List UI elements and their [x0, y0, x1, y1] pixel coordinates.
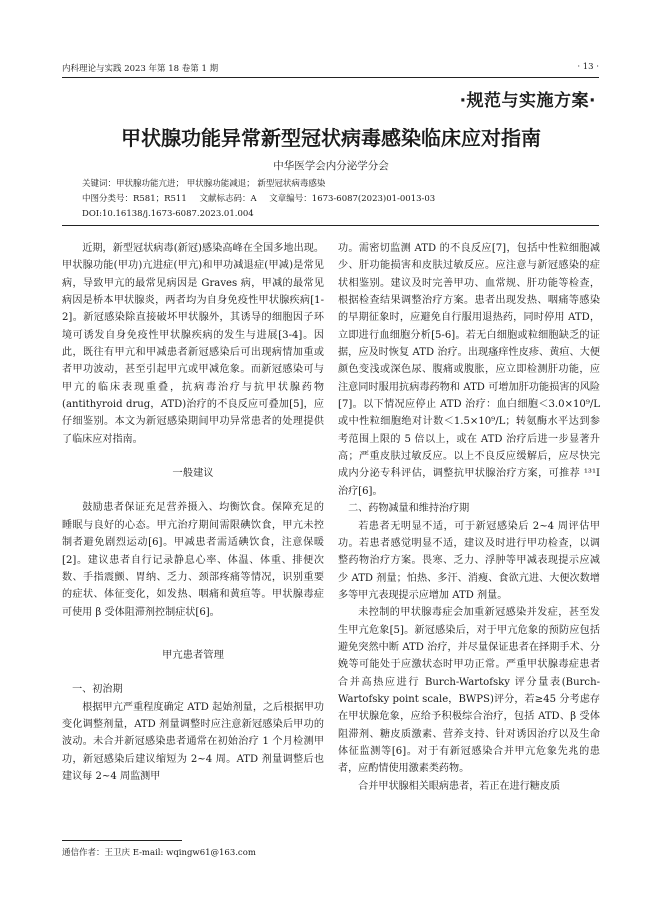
classification-number: 中图分类号：R581；R511	[82, 194, 187, 204]
initial-paragraph: 根据甲亢严重程度确定 ATD 起始剂量，之后根据甲功变化调整剂量，ATD 剂量调整时应注意新冠感染后甲功的波动。未合并新冠感染患者通常在初始治疗 1 个月检测甲功，新冠感染后建议缩短为 2~4 周。ATD 剂量调整后也建议每 2~4 周监测甲	[62, 701, 324, 782]
meta-divider	[62, 225, 599, 226]
journal-header: 内科理论与实践 2023 年第 18 卷第 1 期	[62, 64, 219, 74]
eye-disease-paragraph: 合并甲状腺相关眼病患者，若正在进行糖皮质	[358, 780, 561, 792]
article-number: 文章编号：1673-6087(2023)01-0013-03	[269, 194, 436, 204]
header-divider	[62, 77, 599, 78]
heading-hyperthyroid: 甲亢患者管理	[162, 648, 224, 661]
keywords: 关键词：甲状腺功能亢进； 甲状腺功能减退； 新型冠状病毒感染	[82, 179, 326, 189]
intro-paragraph: 近期，新型冠状病毒(新冠)感染高峰在全国多地出现。甲状腺功能(甲功)亢进症(甲亢)和甲功减退症(甲减)是常见病，导致甲亢的最常见病因是 Graves 病，甲减的最常见病因是桥本甲状腺炎，两者均为自身免疫性甲状腺疾病[1-2]。新冠感染除直接破坏甲状腺外，其诱导的细胞因子环境可诱发自身免疫性甲状腺疾病的发生与进展[3-4]。因此，既往有甲亢和甲减患者新冠感染后可出现病情加重或者甲功波动，甚至引起甲亢或甲减危象。而新冠感染可与甲亢的临床表现重叠，抗病毒治疗与抗甲状腺药物(antithyroid drug，ATD)治疗的不良反应可叠加[5]，应仔细鉴别。本文为新冠感染期间甲功异常患者的处理提供了临床应对指南。	[62, 243, 324, 445]
monitoring-paragraph: 功。需密切监测 ATD 的不良反应[7]，包括中性粒细胞减少、肝功能损害和皮肤过敏反应。应注意与新冠感染的症状相鉴别。建议及时完善甲功、血常规、肝功能等检查，根据检查结果调整治疗方案。患者出现发热、咽痛等感染的早期征象时，应避免自行服用退热药，同时停用 ATD，立即进行血细胞分析[5-6]。若无白细胞或粒细胞缺乏的证据，应及时恢复 ATD 治疗。出现瘙痒性皮疹、黄疸、大便颜色变浅或深色尿、腹痛或腹胀，应立即检测肝功能，应注意同时服用抗病毒药物和 ATD 可增加肝功能损害的风险[7]。以下情况应停止 ATD 治疗：血白细胞＜3.0×10⁹/L 或中性粒细胞绝对计数＜1.5×10⁹/L；转氨酶水平达到参考范围上限的 5 倍以上，或在 ATD 治疗后进一步显著升高；严重皮肤过敏反应。以上不良反应缓解后，应尽快完成内分泌专科评估，调整抗甲状腺治疗方案，可推荐 ¹³¹I 治疗[6]。	[338, 243, 600, 497]
subheading-initial: 一、初治期	[72, 684, 123, 696]
page-number: · 13 ·	[577, 62, 599, 72]
doi: DOI:10.16138/j.1673-6087.2023.01.004	[82, 209, 254, 219]
subheading-maintenance: 二、药物减量和维持治疗期	[348, 503, 470, 515]
heading-general: 一般建议	[172, 467, 214, 480]
document-code: 文献标志码：A	[199, 194, 257, 204]
left-column	[62, 240, 324, 785]
right-column	[338, 240, 600, 795]
section-tag: ·规范与实施方案·	[459, 91, 596, 111]
maintenance-paragraph: 若患者无明显不适，可于新冠感染后 2~4 周评估甲功。若患者感觉明显不适，建议及时进行甲功检查，以调整药物治疗方案。畏寒、乏力、浮肿等甲减表现提示应减少 ATD 剂量；怕热、多汗、消瘦、食欲亢进、大便次数增多等甲亢表现提示应增加 ATD 剂量。	[338, 520, 600, 601]
classification-row	[82, 192, 445, 207]
crisis-paragraph: 未控制的甲状腺毒症会加重新冠感染并发症，甚至发生甲亢危象[5]。新冠感染后，对于甲亢危象的预防应包括避免突然中断 ATD 治疗，并尽量保证患者在择期手术、分娩等可能处于应激状态时甲功正常。严重甲状腺毒症患者合并高热应进行 Burch-Wartofsky 评分量表(Burch-Wartofsky point scale，BWPS)评分，若≥45 分考虑存在甲状腺危象，应给予积极综合治疗，包括 ATD、β 受体阻滞剂、糖皮质激素、营养支持、针对诱因治疗以及生命体征监测等[6]。对于有新冠感染合并甲亢危象先兆的患者，应酌情使用激素类药物。	[338, 607, 600, 775]
corresponding-author: 通信作者：王卫庆 E-mail: wqingw61@163.com	[62, 848, 256, 858]
footnote-divider	[62, 840, 182, 841]
article-title: 甲状腺功能异常新型冠状病毒感染临床应对指南	[121, 126, 541, 150]
author: 中华医学会内分泌学分会	[273, 160, 389, 172]
general-paragraph: 鼓励患者保证充足营养摄入、均衡饮食。保障充足的睡眠与良好的心态。甲亢治疗期间需限碘饮食，甲亢未控制者避免剧烈运动[6]。甲减患者需适碘饮食，注意保暖[2]。建议患者自行记录静息心率、体温、体重、排便次数、手指震颤、胃纳、乏力、颈部疼痛等情况，识别重要的症状、体征变化，如发热、咽痛和黄疸等。甲状腺毒症可使用 β 受体阻滞剂控制症状[6]。	[62, 502, 324, 618]
